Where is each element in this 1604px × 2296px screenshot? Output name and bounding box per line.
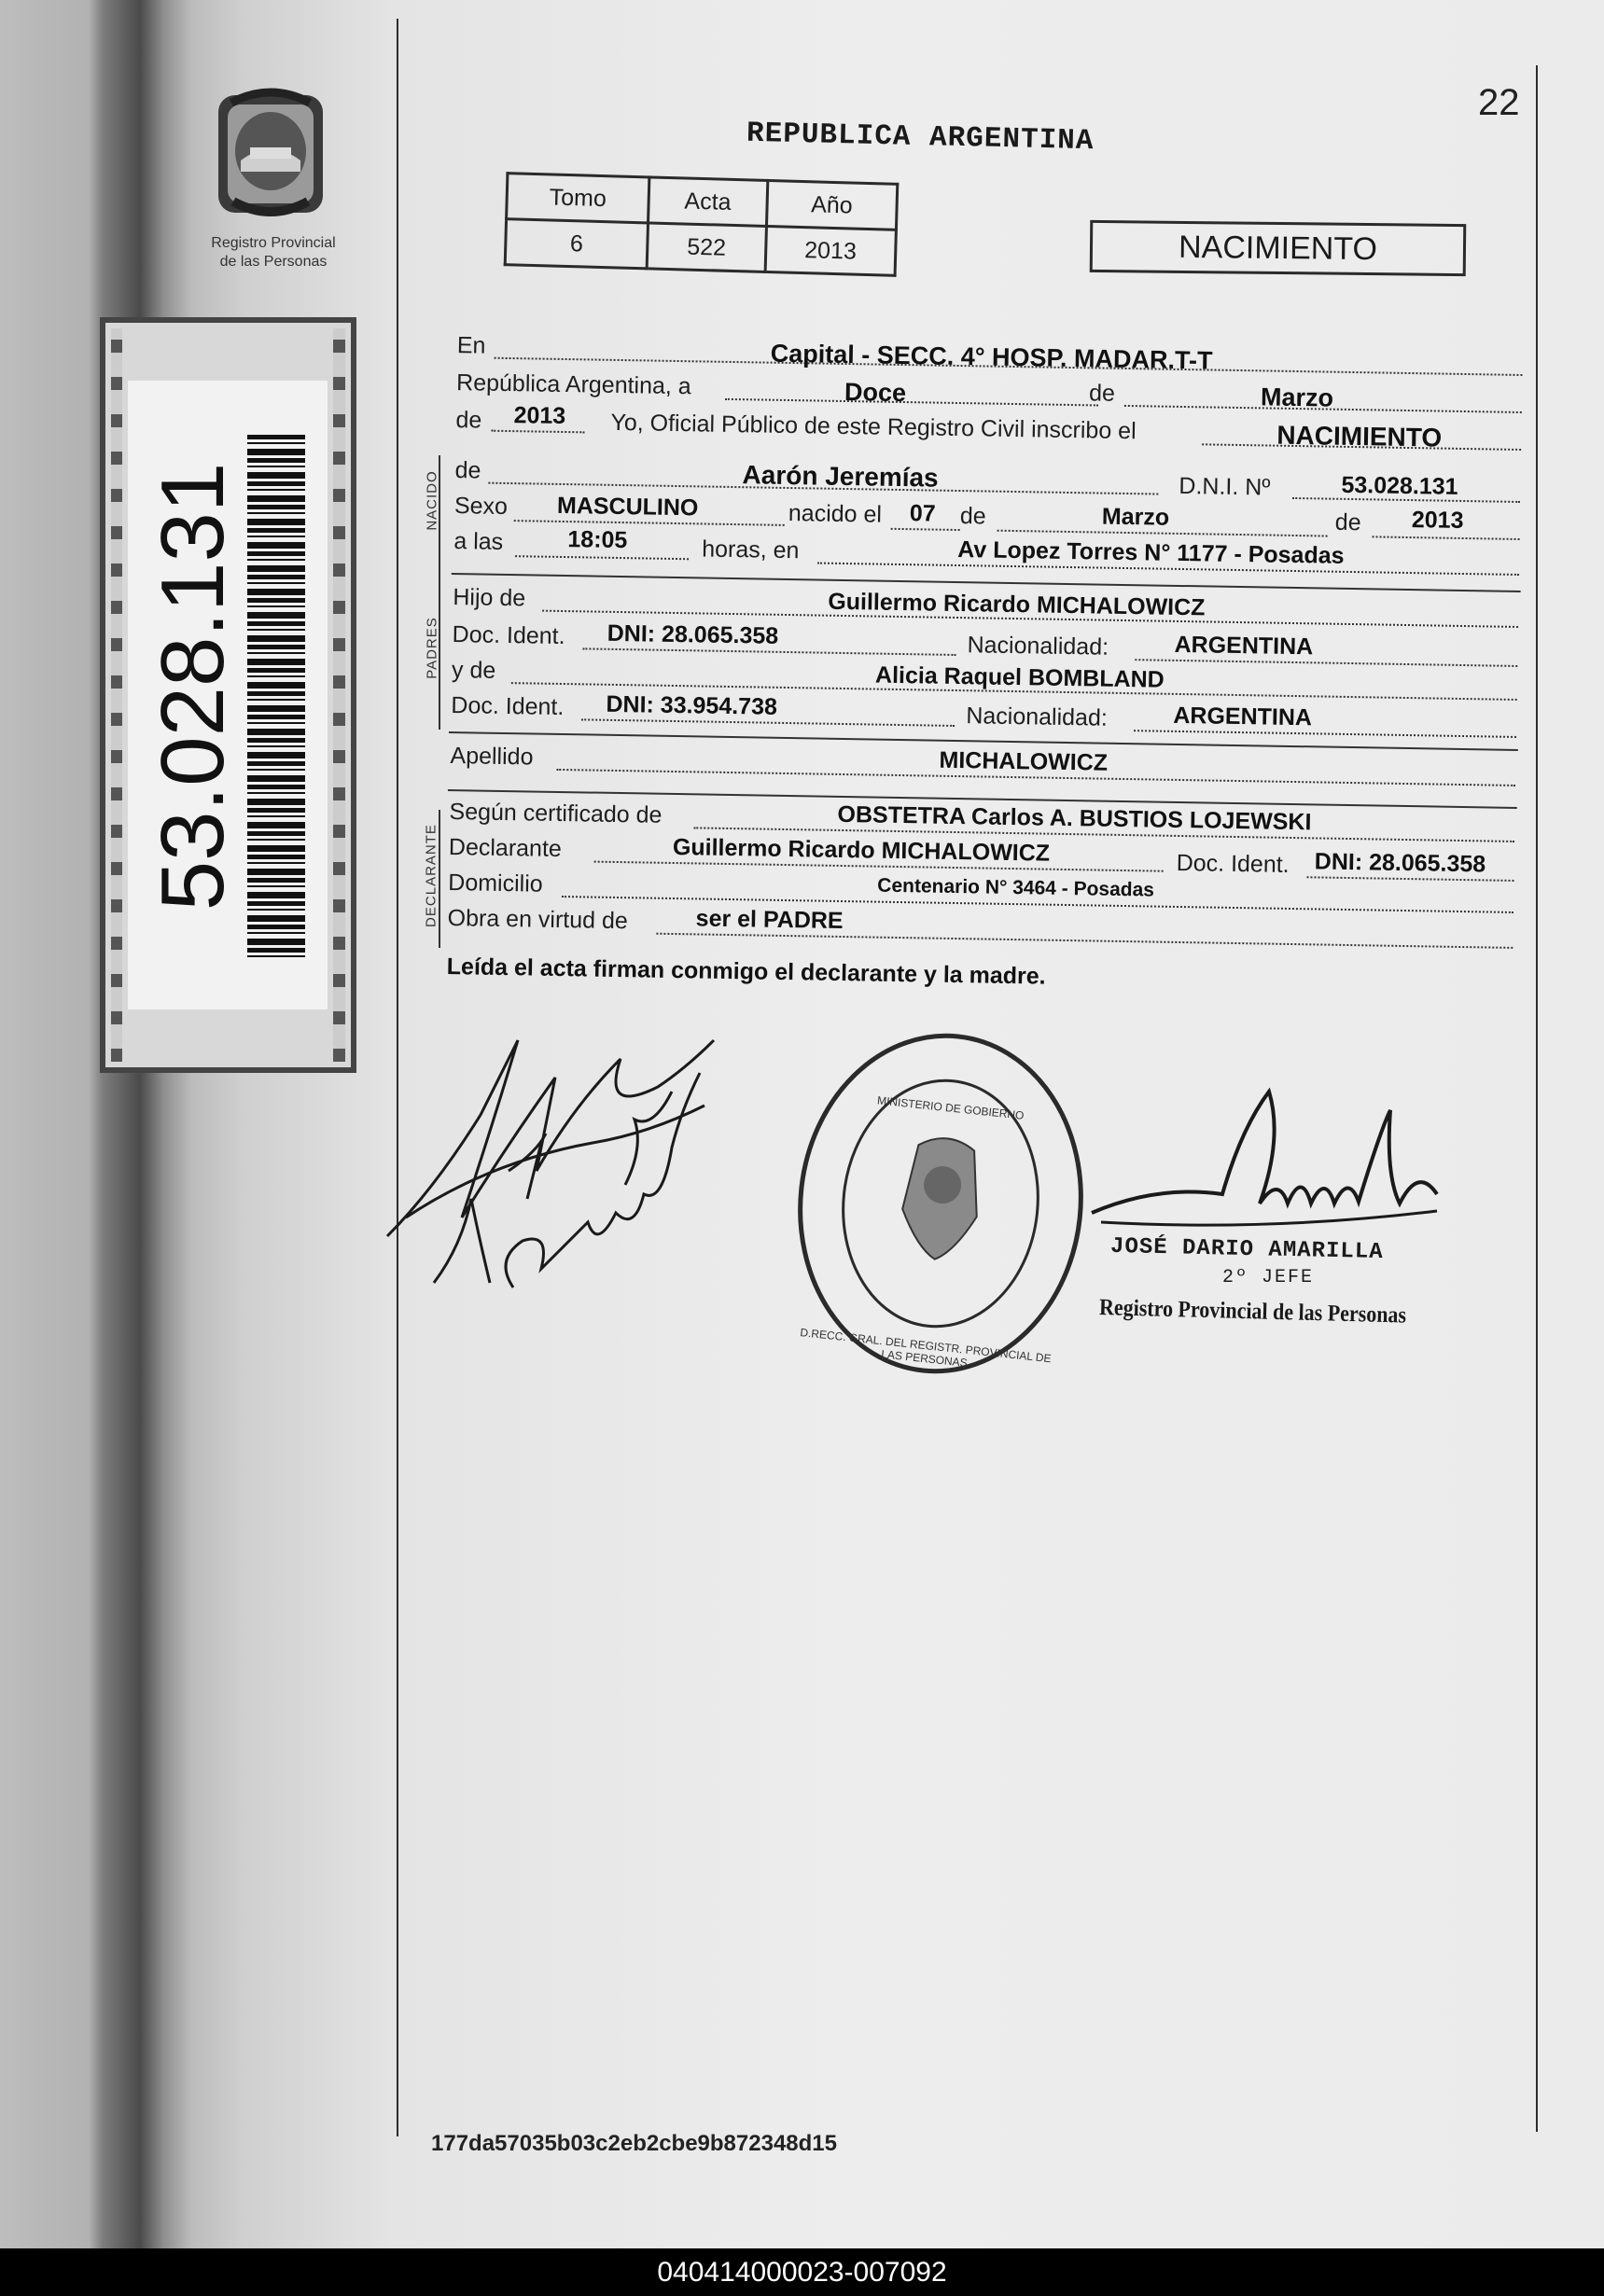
- closing-text: Leída el acta firman conmigo el declarante y la madre.: [446, 953, 1046, 990]
- logo-caption-line1: Registro Provincial: [211, 235, 336, 251]
- docid-label: Doc. Ident.: [452, 621, 565, 650]
- anio-value: 2013: [513, 402, 566, 430]
- declarante-label: Declarante: [448, 834, 563, 863]
- en-label: En: [456, 332, 486, 359]
- official-office: Registro Provincial de las Personas: [1098, 1295, 1407, 1329]
- de-label: de: [1334, 508, 1361, 536]
- nac-dia-value: 07: [909, 500, 936, 527]
- domicilio-value: Centenario N° 3464 - Posadas: [877, 874, 1155, 901]
- docid-label: Doc. Ident.: [1176, 849, 1290, 878]
- lugar-value: Av Lopez Torres N° 1177 - Posadas: [957, 536, 1345, 569]
- tomo-label: Tomo: [507, 174, 649, 223]
- certificado-value: OBSTETRA Carlos A. BUSTIOS LOJEWSKI: [837, 800, 1312, 836]
- record-type: NACIMIENTO: [1178, 229, 1378, 268]
- padre-nac-leader: [1135, 659, 1517, 667]
- dia-value: Doce: [844, 377, 907, 408]
- de-label: de: [1088, 380, 1116, 407]
- mother-signature: [485, 1036, 718, 1315]
- horas-label: horas, en: [702, 536, 800, 564]
- official-name: JOSÉ DARIO AMARILLA: [1109, 1233, 1384, 1266]
- anio-leader: [491, 430, 584, 434]
- section-label-declarante: DECLARANTE: [423, 824, 439, 927]
- mes-value: Marzo: [1260, 383, 1334, 412]
- padre-doc-value: DNI: 28.065.358: [607, 619, 779, 649]
- nombre-value: Aarón Jeremías: [742, 460, 939, 493]
- document-title: REPUBLICA ARGENTINA: [746, 117, 1095, 159]
- seal-inner-text: MINISTERIO DE GOBIERNO: [876, 1093, 1025, 1122]
- de-label: de: [959, 503, 986, 530]
- declarante-value: Guillermo Ricardo MICHALOWICZ: [672, 833, 1051, 867]
- tomo-value: 6: [505, 219, 648, 269]
- section-label-padres: PADRES: [424, 617, 440, 679]
- dia-leader: [725, 398, 1098, 407]
- madre-nac-value: ARGENTINA: [1173, 702, 1313, 731]
- en-value: Capital - SECC. 4° HOSP. MADAR.T-T: [770, 339, 1213, 375]
- republica-label: República Argentina, a: [455, 369, 691, 400]
- madre-doc-value: DNI: 33.954.738: [606, 690, 778, 720]
- page-number: 22: [1478, 82, 1520, 123]
- dni-label: D.N.I. Nº: [1179, 472, 1271, 501]
- segun-label: Según certificado de: [449, 799, 663, 828]
- dni-value: 53.028.131: [1341, 471, 1458, 500]
- hora-value: 18:05: [567, 526, 628, 554]
- logo-caption-line2: de las Personas: [219, 254, 328, 270]
- nac-dia-leader: [891, 528, 960, 531]
- seal-outer-text: D.RECC. GRAL. DEL REGISTR. PROVINCIAL DE LAS PERSONAS: [799, 1326, 1053, 1370]
- obra-label: Obra en virtud de: [447, 904, 629, 935]
- acta-value: 522: [647, 223, 766, 272]
- de-label: de: [454, 457, 481, 484]
- nac-mes-value: Marzo: [1101, 503, 1170, 531]
- nacionalidad-label: Nacionalidad:: [966, 703, 1109, 731]
- de-label: de: [455, 407, 482, 434]
- yde-label: y de: [451, 657, 496, 684]
- document-hash: 177da57035b03c2eb2cbe9b872348d15: [431, 2131, 837, 2156]
- anio-value: 2013: [765, 226, 897, 275]
- docid-label: Doc. Ident.: [451, 692, 565, 721]
- official-signature: [1082, 1073, 1456, 1241]
- footer-code: 040414000023-007092: [0, 2248, 1604, 2296]
- tag-number-text: 53.028.131: [143, 462, 243, 911]
- hijo-label: Hijo de: [453, 584, 526, 612]
- sexo-label: Sexo: [453, 493, 509, 521]
- section-label-nacido: NACIDO: [424, 470, 440, 531]
- obra-value: ser el PADRE: [695, 905, 844, 935]
- acta-label: Acta: [649, 177, 768, 227]
- apellido-label: Apellido: [450, 743, 534, 771]
- obra-leader: [656, 933, 1513, 949]
- alas-label: a las: [453, 528, 504, 555]
- declarante-doc-value: DNI: 28.065.358: [1314, 848, 1486, 878]
- domicilio-label: Domicilio: [448, 870, 543, 898]
- official-role: 2º JEFE: [1222, 1267, 1315, 1288]
- padre-value: Guillermo Ricardo MICHALOWICZ: [828, 588, 1206, 621]
- official-seal: [774, 1011, 1108, 1395]
- oficial-text: Yo, Oficial Público de este Registro Civil inscribo el: [610, 409, 1137, 445]
- section-divider: [452, 573, 1521, 592]
- apellido-value: MICHALOWICZ: [939, 746, 1109, 776]
- madre-value: Alicia Raquel BOMBLAND: [874, 661, 1165, 693]
- padre-nac-value: ARGENTINA: [1174, 631, 1314, 661]
- nac-anio-value: 2013: [1411, 507, 1464, 534]
- inscribo-value: NACIMIENTO: [1276, 420, 1443, 452]
- nacido-label: nacido el: [788, 499, 883, 528]
- anio-label: Año: [766, 180, 898, 230]
- madre-nac-leader: [1134, 730, 1516, 738]
- sexo-value: MASCULINO: [556, 492, 699, 522]
- nac-anio-leader: [1373, 536, 1520, 540]
- hora-leader: [515, 555, 689, 560]
- nacionalidad-label: Nacionalidad:: [967, 632, 1109, 661]
- form-body: [0, 0, 1604, 1045]
